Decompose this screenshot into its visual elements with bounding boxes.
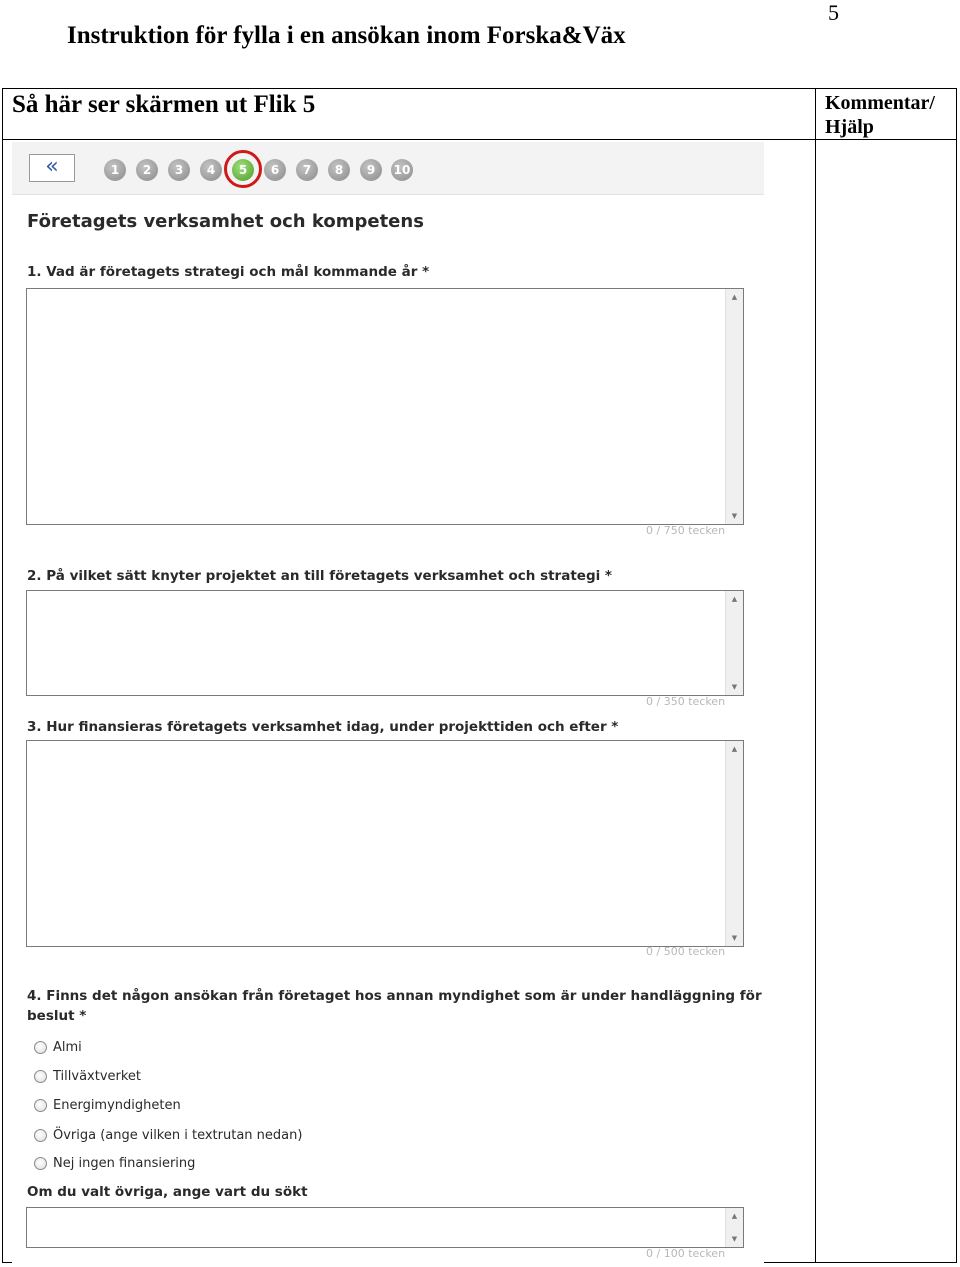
step-7-button[interactable]: 7 xyxy=(296,159,318,181)
step-5-button[interactable]: 5 xyxy=(232,159,254,181)
question-3-textarea[interactable] xyxy=(26,740,744,947)
step-3-button[interactable]: 3 xyxy=(168,159,190,181)
question-4-label: 4. Finns det någon ansökan från företaget hos annan myndighet som är under handläggning för beslut * xyxy=(27,988,762,1024)
question-3-counter: 0 / 500 tecken xyxy=(646,945,726,958)
question-2-label: 2. På vilket sätt knyter projektet an till företagets verksamhet och strategi * xyxy=(27,568,612,584)
question-3-label: 3. Hur finansieras företagets verksamhet idag, under projekttiden och efter * xyxy=(27,719,619,735)
document-title: Instruktion för fylla i en ansökan inom Forska&Väx xyxy=(67,22,626,49)
screenshot-form xyxy=(12,142,764,1263)
other-source-counter: 0 / 100 tecken xyxy=(646,1247,726,1260)
radio-option-tillvaxtverket[interactable] xyxy=(34,1067,141,1085)
radio-option-almi[interactable] xyxy=(34,1038,82,1056)
question-1-label: 1. Vad är företagets strategi och mål kommande år * xyxy=(27,264,430,280)
radio-label: Nej ingen finansiering xyxy=(53,1155,196,1171)
active-step-highlight xyxy=(224,150,262,188)
radio-option-energimyndigheten[interactable] xyxy=(34,1096,181,1114)
question-1-textarea[interactable] xyxy=(26,288,744,525)
radio-label: Övriga (ange vilken i textrutan nedan) xyxy=(53,1127,303,1143)
question-3-scrollbar[interactable] xyxy=(725,741,743,946)
scroll-up-icon[interactable]: ▲ xyxy=(731,293,738,301)
other-source-textarea[interactable] xyxy=(26,1207,744,1248)
radio-button[interactable] xyxy=(34,1157,47,1170)
scroll-down-icon[interactable]: ▼ xyxy=(731,512,738,520)
other-source-label: Om du valt övriga, ange vart du sökt xyxy=(27,1184,308,1200)
radio-label: Tillväxtverket xyxy=(53,1068,142,1084)
scroll-up-icon[interactable]: ▲ xyxy=(731,745,738,753)
page-number: 5 xyxy=(828,0,839,25)
step-8-button[interactable]: 8 xyxy=(328,159,350,181)
scroll-down-icon[interactable]: ▼ xyxy=(731,1235,738,1243)
back-button[interactable]: « xyxy=(29,154,75,182)
radio-button[interactable] xyxy=(34,1099,47,1112)
section-title: Företagets verksamhet och kompetens xyxy=(27,211,424,232)
table-column-divider xyxy=(815,88,816,1263)
question-2-scrollbar[interactable] xyxy=(725,591,743,695)
other-source-scrollbar[interactable] xyxy=(725,1208,743,1247)
question-2-counter: 0 / 350 tecken xyxy=(646,695,726,708)
table-header-divider xyxy=(2,139,957,140)
step-6-button[interactable]: 6 xyxy=(264,159,286,181)
question-2-textarea[interactable] xyxy=(26,590,744,696)
radio-option-nej-ingen-finansiering[interactable] xyxy=(34,1154,195,1172)
radio-button[interactable] xyxy=(34,1129,47,1142)
radio-button[interactable] xyxy=(34,1070,47,1083)
table-header-screen: Så här ser skärmen ut Flik 5 xyxy=(12,91,316,118)
step-navigation-bar xyxy=(12,142,764,195)
scroll-up-icon[interactable]: ▲ xyxy=(731,1212,738,1220)
radio-button[interactable] xyxy=(34,1041,47,1054)
step-1-button[interactable]: 1 xyxy=(104,159,126,181)
question-1-scrollbar[interactable] xyxy=(725,289,743,524)
radio-option-ovriga[interactable] xyxy=(34,1126,302,1144)
radio-label: Almi xyxy=(53,1039,82,1055)
step-4-button[interactable]: 4 xyxy=(200,159,222,181)
scroll-down-icon[interactable]: ▼ xyxy=(731,683,738,691)
step-2-button[interactable]: 2 xyxy=(136,159,158,181)
question-1-counter: 0 / 750 tecken xyxy=(646,524,726,537)
scroll-down-icon[interactable]: ▼ xyxy=(731,934,738,942)
step-10-button[interactable]: 10 xyxy=(391,159,413,181)
step-9-button[interactable]: 9 xyxy=(360,159,382,181)
radio-label: Energimyndigheten xyxy=(53,1097,181,1113)
table-header-comment: Kommentar/ Hjälp xyxy=(825,92,935,138)
scroll-up-icon[interactable]: ▲ xyxy=(731,595,738,603)
